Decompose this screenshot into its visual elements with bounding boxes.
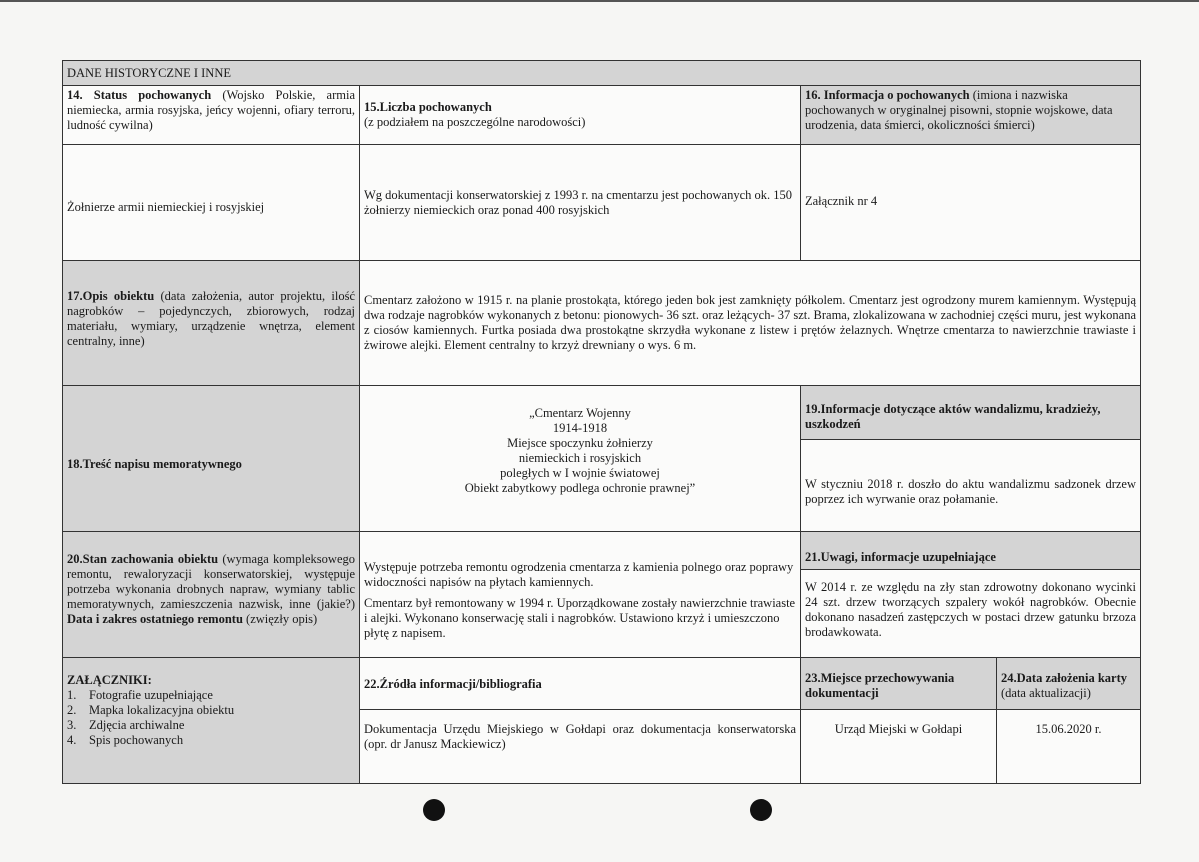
buried-info-desc: (imiona i nazwiska pochowanych w oryginalnej pisowni, stopnie wojskowe, data urodzenia, data śmierci, okoliczności śmierci): [805, 88, 1113, 132]
renovation-desc: (zwięzły opis): [246, 612, 318, 626]
list-item-label: Spis pochowanych: [89, 733, 184, 747]
vandalism-title-cell: [801, 386, 1140, 440]
count-desc: (z podziałem na poszczególne narodowości): [364, 115, 586, 129]
storage-value: Urząd Miejski w Gołdapi: [834, 722, 963, 736]
condition-title-cell: [63, 532, 360, 658]
status-value-cell: [63, 145, 360, 261]
remarks-title-cell: [801, 532, 1140, 570]
description-desc: (data założenia, autor projektu, ilość nagrobków – pojedynczych, zbiorowych, rodzaj materiału, wymiary, urządzenie wnętrza, element centralny, inne): [67, 289, 355, 348]
buried-info-title-cell: [801, 86, 1140, 145]
buried-info-value-cell: [801, 145, 1140, 261]
vandalism-value-cell: [801, 440, 1140, 532]
attachments-list: [67, 688, 355, 748]
section-header-text: DANE HISTORYCZNE I INNE: [67, 66, 231, 80]
description-title: 17.Opis obiektu: [67, 289, 155, 303]
count-value-cell: [360, 145, 801, 261]
inscription-line: poległych w I wojnie światowej: [500, 466, 660, 480]
card-date-desc: (data aktualizacji): [1001, 686, 1091, 700]
status-title-cell: [63, 86, 360, 145]
inscription-line: 1914-1918: [552, 421, 608, 435]
card-date-value-cell: [997, 710, 1140, 783]
condition-value: Występuje potrzeba remontu ogrodzenia cmentarza z kamienia polnego oraz poprawy widoczności napisów na płytach kamiennych.: [364, 560, 794, 589]
punch-hole-left: [423, 799, 445, 821]
inscription-title: 18.Treść napisu memoratywnego: [67, 457, 242, 471]
inscription-title-cell: [63, 386, 360, 532]
vandalism-title: 19.Informacje dotyczące aktów wandalizmu, kradzieży, uszkodzeń: [805, 402, 1101, 431]
remarks-value-cell: [801, 570, 1140, 658]
remarks-title: 21.Uwagi, informacje uzupełniające: [805, 550, 996, 564]
count-title-cell: [360, 86, 801, 145]
count-value: Wg dokumentacji konserwatorskiej z 1993 r. na cmentarzu jest pochowanych ok. 150 żołnierzy niemieckich oraz ponad 400 rosyjskich: [364, 188, 793, 217]
section-header: [63, 61, 1140, 86]
inscription-line: „Cmentarz Wojenny: [529, 406, 631, 420]
list-item: [67, 733, 355, 748]
status-desc: (Wojsko Polskie, armia niemiecka, armia rosyjska, jeńcy wojenni, ofiary terroru, ludność cywilna): [67, 88, 356, 132]
card-date-title-cell: [997, 658, 1140, 710]
condition-title: 20.Stan zachowania obiektu: [67, 552, 219, 566]
inscription-line: Obiekt zabytkowy podlega ochronie prawnej”: [464, 481, 696, 495]
list-item: [67, 688, 355, 703]
status-title: 14. Status pochowanych: [67, 88, 212, 102]
sources-title-cell: [360, 658, 801, 710]
storage-value-cell: [801, 710, 997, 783]
list-item-label: Zdjęcia archiwalne: [89, 718, 185, 732]
list-item: [67, 703, 355, 718]
sources-title: 22.Źródła informacji/bibliografia: [364, 677, 542, 691]
storage-title: 23.Miejsce przechowywania dokumentacji: [805, 671, 955, 700]
vandalism-value: W styczniu 2018 r. doszło do aktu wandalizmu sadzonek drzew poprzez ich wyrwanie oraz połamanie.: [805, 477, 1136, 506]
inscription-text-cell: [360, 386, 801, 532]
remarks-value: W 2014 r. ze względu na zły stan zdrowotny dokonano wycinki 24 szt. drzew tworzących szpalery wokół nagrobków. Obecnie dokonano nasadzeń zastępczych w postaci drzew gatunku brzoza brodawkowata.: [805, 580, 1136, 639]
condition-value-cell: [360, 532, 801, 658]
storage-title-cell: [801, 658, 997, 710]
sources-value: Dokumentacja Urzędu Miejskiego w Gołdapi oraz dokumentacja konserwatorska (opr. dr Janusz Mackiewicz): [364, 722, 796, 751]
list-item-number: 3.: [67, 718, 77, 732]
historical-data-table: [62, 60, 1141, 784]
renovation-title: Data i zakres ostatniego remontu: [67, 612, 243, 626]
condition-desc: (wymaga kompleksowego remontu, rewaloryzacji konserwatorskiej, występuje potrzeba wykonania drobnych napraw, wymiany tablic memoratywnych, zamieszczenia nazwisk, inne (jakie?): [67, 552, 355, 611]
page-top-edge: [0, 0, 1199, 2]
list-item-number: 2.: [67, 703, 77, 717]
count-title: 15.Liczba pochowanych: [364, 100, 492, 114]
buried-info-title: 16. Informacja o pochowanych: [805, 88, 970, 102]
attachments-cell: [63, 658, 360, 783]
status-value: Żołnierze armii niemieckiej i rosyjskiej: [67, 200, 265, 214]
list-item-label: Mapka lokalizacyjna obiektu: [89, 703, 235, 717]
list-item-number: 4.: [67, 733, 77, 747]
card-date-value: 15.06.2020 r.: [1035, 722, 1102, 736]
description-value: Cmentarz założono w 1915 r. na planie prostokąta, którego jeden bok jest zamknięty półkolem. Cmentarz jest ogrodzony murem kamiennym. Występują dwa rodzaje nagrobków wykonanych z betonu: pionowych- 36 szt. oraz leżących- 37 szt. Brama, zlokalizowana w zachodniej części muru, jest wykonana z ciosów kamiennych. Furtka posiada dwa prostokątne skrzydła wykonane z listew i prętów żelaznych. Wnętrze cmentarza to nawierzchnie trawiaste i żwirowe alejki. Element centralny to krzyż drewniany o wys. 6 m.: [364, 293, 1136, 352]
sources-value-cell: [360, 710, 801, 783]
renovation-value: Cmentarz był remontowany w 1994 r. Uporządkowane zostały nawierzchnie trawiaste i alejki. Wykonano konserwację stali i nagrobków. Ustawiono krzyż i umieszczono płytę z napisem.: [364, 596, 796, 640]
punch-hole-right: [750, 799, 772, 821]
card-date-title: 24.Data założenia karty: [1001, 671, 1128, 685]
inscription-line: Miejsce spoczynku żołnierzy: [507, 436, 653, 450]
buried-info-value: Załącznik nr 4: [805, 194, 878, 208]
description-value-cell: [360, 261, 1140, 386]
list-item-label: Fotografie uzupełniające: [89, 688, 213, 702]
list-item: [67, 718, 355, 733]
list-item-number: 1.: [67, 688, 77, 702]
description-title-cell: [63, 261, 360, 386]
attachments-title: ZAŁĄCZNIKI:: [67, 673, 152, 687]
inscription-line: niemieckich i rosyjskich: [518, 451, 642, 465]
